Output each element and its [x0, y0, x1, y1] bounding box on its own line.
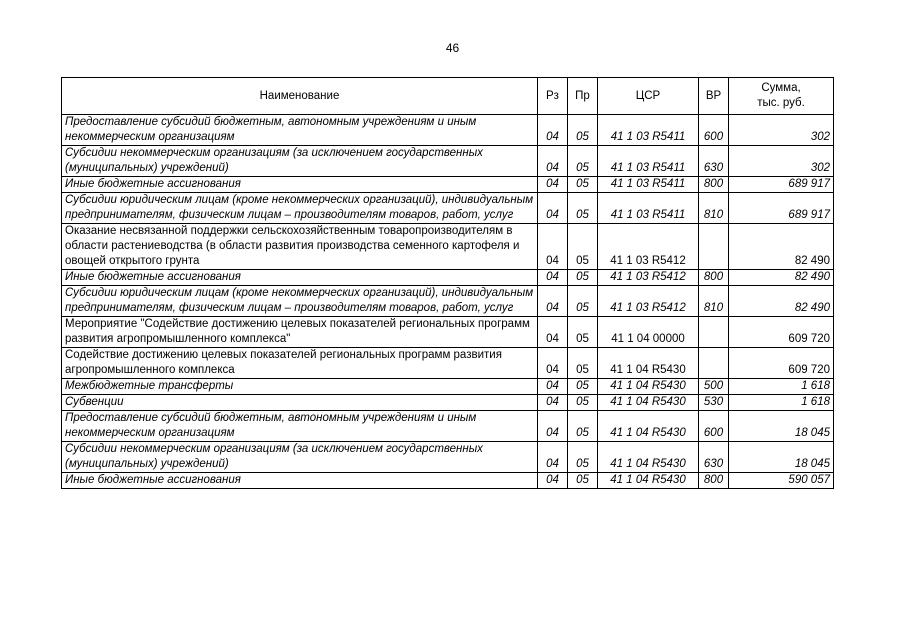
budget-table: [61, 77, 834, 489]
row-rz: 04: [538, 270, 568, 286]
row-rz: 04: [538, 177, 568, 193]
row-sum: 82 490: [729, 224, 834, 270]
row-pr: 05: [568, 442, 598, 473]
row-name: Субсидии юридическим лицам (кроме некоммерческих организаций), индивидуальным предпринимателям, физическим лицам – производителям товаров, работ, услуг: [62, 193, 538, 224]
table-row: [62, 411, 834, 442]
row-vr: 800: [699, 270, 729, 286]
row-vr: [699, 317, 729, 348]
row-pr: 05: [568, 146, 598, 177]
row-rz: 04: [538, 473, 568, 489]
row-name: Иные бюджетные ассигнования: [62, 177, 538, 193]
row-name: Содействие достижению целевых показателей региональных программ развития агропромышленного комплекса: [62, 348, 538, 379]
row-pr: 05: [568, 348, 598, 379]
row-pr: 05: [568, 317, 598, 348]
row-rz: 04: [538, 379, 568, 395]
row-pr: 05: [568, 115, 598, 146]
row-sum: 609 720: [729, 348, 834, 379]
header-vr: ВР: [699, 78, 729, 115]
row-sum: 302: [729, 146, 834, 177]
row-name: Оказание несвязанной поддержки сельскохозяйственным товаропроизводителям в области растениеводства (в области развития производства семенного картофеля и овощей открытого грунта: [62, 224, 538, 270]
row-csr: 41 1 03 R5412: [598, 286, 699, 317]
table-row: [62, 224, 834, 270]
row-name: Межбюджетные трансферты: [62, 379, 538, 395]
row-sum: 590 057: [729, 473, 834, 489]
row-rz: 04: [538, 115, 568, 146]
row-sum: 82 490: [729, 286, 834, 317]
header-sum-unit: тыс. руб.: [757, 97, 805, 109]
row-pr: 05: [568, 473, 598, 489]
row-csr: 41 1 03 R5411: [598, 146, 699, 177]
row-vr: 630: [699, 146, 729, 177]
row-name: Субсидии некоммерческим организациям (за исключением государственных (муниципальных) учреждений): [62, 146, 538, 177]
row-sum: 302: [729, 115, 834, 146]
row-pr: 05: [568, 193, 598, 224]
table-row: [62, 395, 834, 411]
header-name: Наименование: [62, 78, 538, 115]
table-row: [62, 317, 834, 348]
page-number: 46: [445, 41, 460, 55]
row-sum: 609 720: [729, 317, 834, 348]
table-row: [62, 379, 834, 395]
table-row: [62, 177, 834, 193]
row-sum: 82 490: [729, 270, 834, 286]
row-vr: 500: [699, 379, 729, 395]
row-csr: 41 1 03 R5411: [598, 193, 699, 224]
table-header-row: [62, 78, 834, 115]
row-rz: 04: [538, 411, 568, 442]
row-vr: 800: [699, 177, 729, 193]
row-csr: 41 1 03 R5411: [598, 115, 699, 146]
row-pr: 05: [568, 379, 598, 395]
table-row: [62, 146, 834, 177]
row-rz: 04: [538, 193, 568, 224]
header-sum-label: Сумма,: [761, 82, 801, 94]
row-name: Иные бюджетные ассигнования: [62, 473, 538, 489]
row-rz: 04: [538, 146, 568, 177]
row-name: Предоставление субсидий бюджетным, автономным учреждениям и иным некоммерческим организациям: [62, 115, 538, 146]
row-name: Мероприятие "Содействие достижению целевых показателей региональных программ развития агропромышленного комплекса": [62, 317, 538, 348]
table-row: [62, 473, 834, 489]
row-name: Субвенции: [62, 395, 538, 411]
row-csr: 41 1 03 R5411: [598, 177, 699, 193]
row-rz: 04: [538, 286, 568, 317]
header-sum: [729, 78, 834, 115]
row-rz: 04: [538, 317, 568, 348]
row-sum: 18 045: [729, 442, 834, 473]
row-name: Предоставление субсидий бюджетным, автономным учреждениям и иным некоммерческим организациям: [62, 411, 538, 442]
row-vr: 630: [699, 442, 729, 473]
row-vr: 600: [699, 115, 729, 146]
header-csr: ЦСР: [598, 78, 699, 115]
row-pr: 05: [568, 177, 598, 193]
row-pr: 05: [568, 395, 598, 411]
row-pr: 05: [568, 270, 598, 286]
table-row: [62, 270, 834, 286]
table-body: [62, 115, 834, 489]
row-csr: 41 1 04 00000: [598, 317, 699, 348]
row-vr: [699, 348, 729, 379]
table-row: [62, 286, 834, 317]
row-csr: 41 1 04 R5430: [598, 348, 699, 379]
row-name: Субсидии некоммерческим организациям (за исключением государственных (муниципальных) учреждений): [62, 442, 538, 473]
row-sum: 689 917: [729, 177, 834, 193]
row-name: Иные бюджетные ассигнования: [62, 270, 538, 286]
row-csr: 41 1 04 R5430: [598, 442, 699, 473]
table-row: [62, 348, 834, 379]
row-sum: 1 618: [729, 379, 834, 395]
row-rz: 04: [538, 348, 568, 379]
row-pr: 05: [568, 286, 598, 317]
row-vr: 530: [699, 395, 729, 411]
header-rz: Рз: [538, 78, 568, 115]
row-rz: 04: [538, 442, 568, 473]
row-csr: 41 1 03 R5412: [598, 224, 699, 270]
header-pr: Пр: [568, 78, 598, 115]
row-sum: 689 917: [729, 193, 834, 224]
table-row: [62, 442, 834, 473]
table-row: [62, 115, 834, 146]
row-csr: 41 1 04 R5430: [598, 411, 699, 442]
row-csr: 41 1 04 R5430: [598, 473, 699, 489]
row-rz: 04: [538, 224, 568, 270]
row-rz: 04: [538, 395, 568, 411]
row-vr: 810: [699, 286, 729, 317]
row-csr: 41 1 03 R5412: [598, 270, 699, 286]
row-csr: 41 1 04 R5430: [598, 379, 699, 395]
row-name: Субсидии юридическим лицам (кроме некоммерческих организаций), индивидуальным предпринимателям, физическим лицам – производителям товаров, работ, услуг: [62, 286, 538, 317]
row-vr: 600: [699, 411, 729, 442]
row-sum: 1 618: [729, 395, 834, 411]
row-vr: 810: [699, 193, 729, 224]
row-vr: [699, 224, 729, 270]
row-sum: 18 045: [729, 411, 834, 442]
row-csr: 41 1 04 R5430: [598, 395, 699, 411]
row-vr: 800: [699, 473, 729, 489]
table-row: [62, 193, 834, 224]
row-pr: 05: [568, 411, 598, 442]
row-pr: 05: [568, 224, 598, 270]
